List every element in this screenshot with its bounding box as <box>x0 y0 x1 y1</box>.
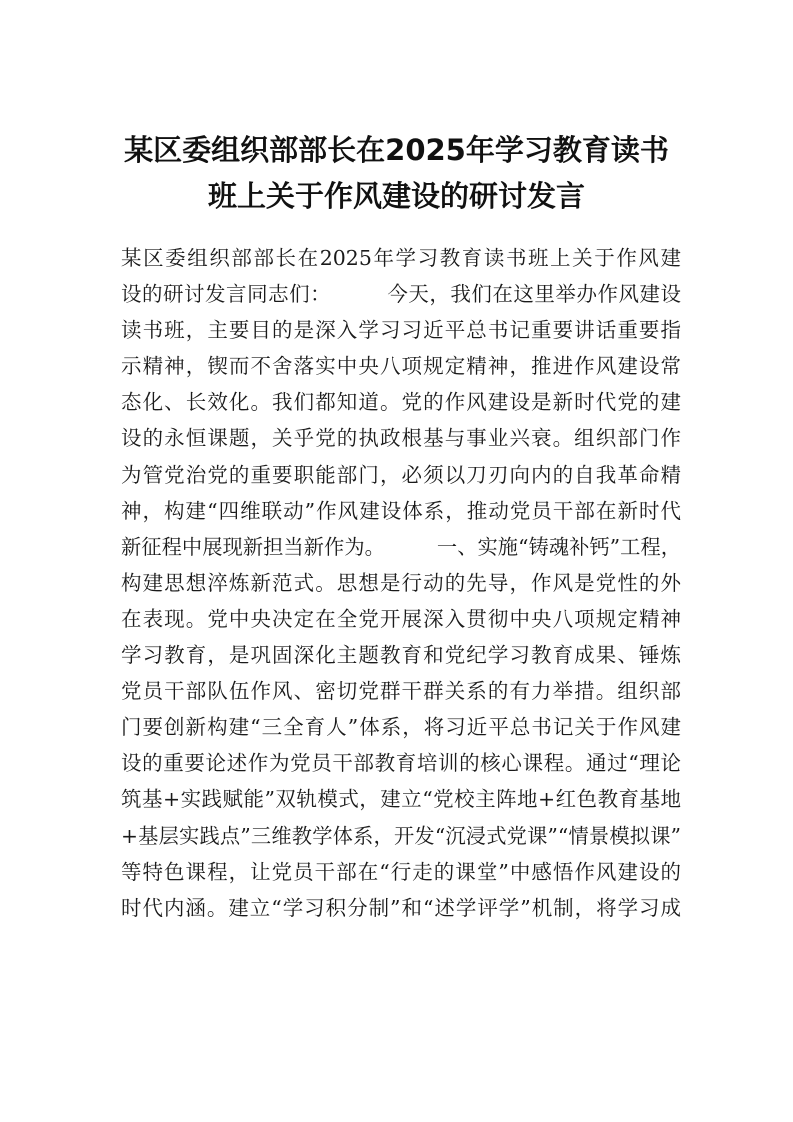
body-line: 在表现。党中央决定在全党开展深入贯彻中央八项规定精神 <box>121 606 681 631</box>
body-line: 时代内涵。建立“学习积分制”和“述学评学”机制，将学习成 <box>121 895 681 920</box>
body-line: 为管党治党的重要职能部门，必须以刀刃向内的自我革命精 <box>121 462 681 487</box>
body-line: 筑基+实践赋能”双轨模式，建立“党校主阵地+红色教育基地 <box>121 787 681 812</box>
body-line: 门要创新构建“三全育人”体系，将习近平总书记关于作风建 <box>121 715 681 740</box>
document-body <box>121 240 681 926</box>
body-line: 态化、长效化。我们都知道。党的作风建设是新时代党的建 <box>121 390 681 415</box>
body-line: 设的永恒课题，关乎党的执政根基与事业兴衰。组织部门作 <box>121 426 681 451</box>
body-line: 党员干部队伍作风、密切党群干群关系的有力举措。组织部 <box>121 679 681 704</box>
body-line: 学习教育，是巩固深化主题教育和党纪学习教育成果、锤炼 <box>121 643 681 668</box>
body-line: 某区委组织部部长在2025年学习教育读书班上关于作风建 <box>121 246 681 270</box>
body-line: 设的研讨发言同志们： 今天，我们在这里举办作风建设 <box>121 282 681 307</box>
body-line: 神，构建“四维联动”作风建设体系，推动党员干部在新时代 <box>121 498 681 523</box>
document-title-line-2: 班上关于作风建设的研讨发言 <box>207 179 585 213</box>
body-line: +基层实践点”三维教学体系，开发“沉浸式党课”“情景模拟课” <box>121 823 681 848</box>
body-line: 示精神，锲而不舍落实中央八项规定精神，推进作风建设常 <box>121 354 681 379</box>
body-line: 等特色课程，让党员干部在“行走的课堂”中感悟作风建设的 <box>121 859 681 884</box>
body-line: 设的重要论述作为党员干部教育培训的核心课程。通过“理论 <box>121 751 681 776</box>
document-title-line-1: 某区委组织部部长在2025年学习教育读书 <box>124 133 669 167</box>
body-line: 读书班，主要目的是深入学习习近平总书记重要讲话重要指 <box>121 318 681 343</box>
body-line: 新征程中展现新担当新作为。 一、实施“铸魂补钙”工程， <box>121 534 681 559</box>
body-line: 构建思想淬炼新范式。思想是行动的先导，作风是党性的外 <box>121 570 681 595</box>
